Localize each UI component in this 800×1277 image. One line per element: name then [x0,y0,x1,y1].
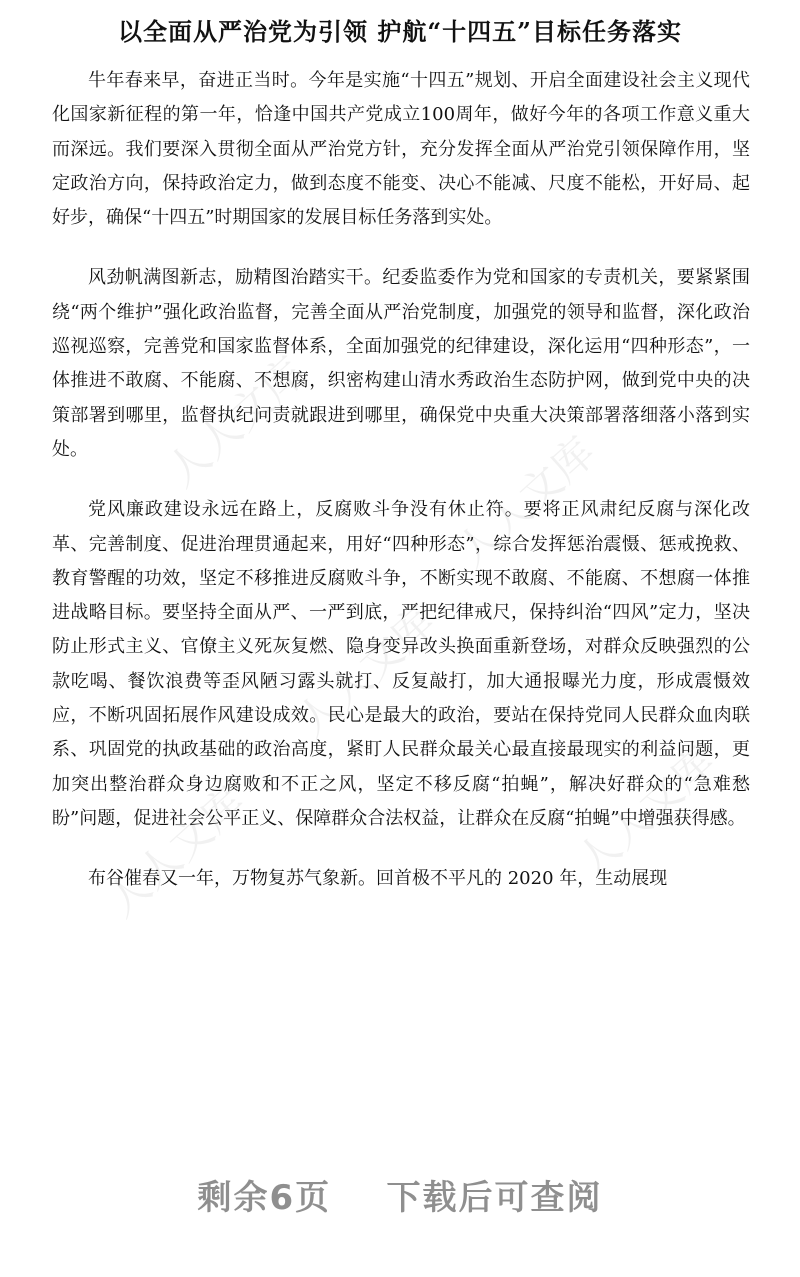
watermark: 人人文库 [96,777,255,927]
paragraph-3: 党风廉政建设永远在路上，反腐败斗争没有休止符。要将正风肃纪反腐与深化改革、完善制度、促进治理贯通起来，用好“四种形态”，综合发挥惩治震慑、惩戒挽救、教育警醒的功效，坚定不移推进反腐败斗争，不断实现不敢腐、不能腐、不想腐一体推进战略目标。要坚持全面从严、一严到底，严把纪律戒尺，保持纠治“四风”定力，坚决防止形式主义、官僚主义死灰复燃、隐身变异改头换面重新登场，对群众反映强烈的公款吃喝、餐饮浪费等歪风陋习露头就打、反复敲打，加大通报曝光力度，形成震慑效应，不断巩固拓展作风建设成效。民心是最大的政治，要站在保持党同人民群众血肉联系、巩固党的执政基础的政治高度，紧盯人民群众最关心最直接最现实的利益问题，更加突出整治群众身边腐败和不正之风，坚定不移反腐“拍蝇”，解决好群众的“急难愁盼”问题，促进社会公平正义、保障群众合法权益，让群众在反腐“拍蝇”中增强获得感。 [52,499,750,829]
watermark: 人人文库 [286,597,445,747]
paragraph-2: 风劲帆满图新志，励精图治踏实干。纪委监委作为党和国家的专责机关，要紧紧围绕“两个维护”强化政治监督，完善全面从严治党制度，加强党的领导和监督，深化政治巡视巡察，完善党和国家监督体系，全面加强党的纪律建设，深化运用“四种形态”，一体推进不敢腐、不能腐、不想腐，织密构建山清水秀政治生态防护网，做到党中央的决策部署到哪里，监督执纪问责就跟进到哪里，确保党中央重大决策部署落细落小落到实处。 [52,267,750,460]
watermark: 人人文库 [446,427,605,577]
paragraph-4: 布谷催春又一年，万物复苏气象新。回首极不平凡的 2020 年，生动展现 [88,868,668,890]
document-title: 以全面从严治党为引领 护航“十四五”目标任务落实 [118,17,682,46]
watermark: 人人文库 [156,347,315,497]
document-body [52,64,750,923]
watermark: 人人文库 [566,737,725,887]
paragraph-1: 牛年春来早，奋进正当时。今年是实施“十四五”规划、开启全面建设社会主义现代化国家新征程的第一年，恰逢中国共产党成立100周年，做好今年的各项工作意义重大而深远。我们要深入贯彻全面从严治党方针，充分发挥全面从严治党引领保障作用，坚定政治方向，保持政治定力，做到态度不能变、决心不能减、尺度不能松，开好局、起好步，确保“十四五”时期国家的发展目标任务落到实处。 [52,70,750,229]
remaining-pages-download-prompt[interactable]: 剩余6页 下载后可查阅 [197,1178,603,1218]
